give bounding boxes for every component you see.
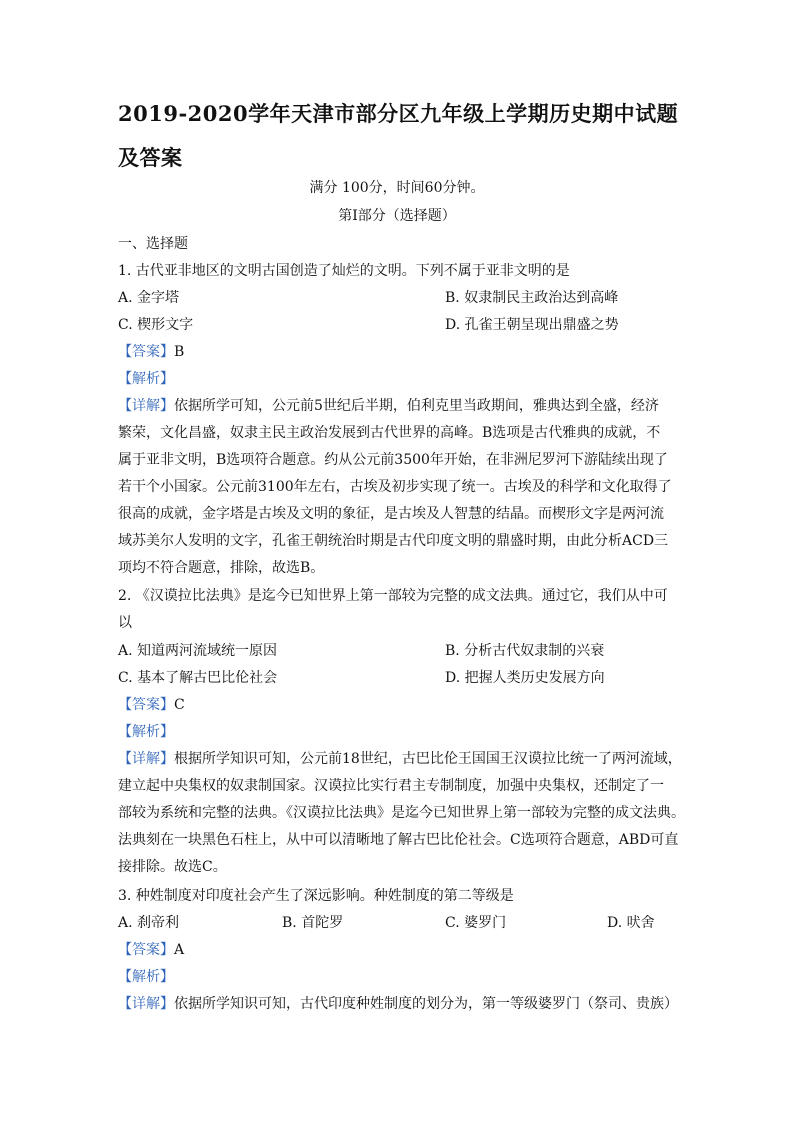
detail-line: 繁荣，文化昌盛，奴隶主民主政治发展到古代世界的高峰。B选项是古代雅典的成就，不 <box>118 425 661 441</box>
detail-line: 法典刻在一块黑色石柱上，从中可以清晰地了解古巴比伦社会。C选项符合题意，ABD可直 <box>118 832 679 848</box>
question-3-option-c: C. 婆罗门 <box>445 915 507 931</box>
answer-label: 【答案】 <box>118 344 174 360</box>
question-3-answer <box>118 940 184 960</box>
detail-line: 依据所学可知，公元前5世纪后半期，伯利克里当政期间，雅典达到全盛，经济 <box>174 398 659 414</box>
detail-line: 域苏美尔人发明的文字，孔雀王朝统治时期是古代印度文明的鼎盛时期，由此分析ACD三 <box>118 533 669 549</box>
question-1-option-b: B. 奴隶制民主政治达到高峰 <box>445 290 619 306</box>
question-1-option-d: D. 孔雀王朝呈现出鼎盛之势 <box>445 317 619 333</box>
detail-label: 【详解】 <box>118 996 174 1012</box>
detail-line: 接排除。故选C。 <box>118 859 227 875</box>
question-3-detail <box>118 991 678 1018</box>
answer-value: B <box>174 344 185 360</box>
question-1-option-a: A. 金字塔 <box>118 290 180 306</box>
question-3-stem: 3. 种姓制度对印度社会产生了深远影响。种姓制度的第二等级是 <box>118 888 514 904</box>
answer-value: C <box>174 697 185 713</box>
detail-label: 【详解】 <box>118 751 174 767</box>
question-2-option-a: A. 知道两河流域统一原因 <box>118 643 278 659</box>
question-1-detail <box>118 393 678 582</box>
question-1-answer <box>118 342 184 362</box>
answer-label: 【答案】 <box>118 697 174 713</box>
question-1-stem: 1. 古代亚非地区的文明古国创造了灿烂的文明。下列不属于亚非文明的是 <box>118 263 570 279</box>
question-3-option-b: B. 首陀罗 <box>282 915 344 931</box>
question-2-analysis-label: 【解析】 <box>118 724 174 740</box>
question-2-option-d: D. 把握人类历史发展方向 <box>445 670 605 686</box>
detail-line: 依据所学知识可知，古代印度种姓制度的划分为，第一等级婆罗门（祭司、贵族） <box>174 996 678 1012</box>
question-3-analysis-label: 【解析】 <box>118 969 174 985</box>
question-3-option-a: A. 刹帝利 <box>118 915 180 931</box>
detail-label: 【详解】 <box>118 398 174 414</box>
detail-line: 很高的成就，金字塔是古埃及文明的象征，是古埃及人智慧的结晶。而楔形文字是两河流 <box>118 506 664 522</box>
question-1-option-c: C. 楔形文字 <box>118 317 194 333</box>
question-2-detail <box>118 746 685 881</box>
document-title: 2019-2020学年天津市部分区九年级上学期历史期中试题及答案 <box>118 101 679 170</box>
question-2-stem-cont: 以 <box>118 615 132 631</box>
question-2-option-c: C. 基本了解古巴比伦社会 <box>118 670 278 686</box>
answer-value: A <box>174 942 185 958</box>
question-3-option-d: D. 吠舍 <box>607 915 655 931</box>
section-heading: 一、选择题 <box>118 236 188 252</box>
answer-label: 【答案】 <box>118 942 174 958</box>
detail-line: 属于亚非文明，B选项符合题意。约从公元前3500年开始，在非洲尼罗河下游陆续出现了 <box>118 452 668 468</box>
exam-meta: 满分 100分，时间60分钟。 <box>309 180 485 196</box>
detail-line: 项均不符合题意，排除，故选B。 <box>118 560 325 576</box>
detail-line: 根据所学知识可知，公元前18世纪，古巴比伦王国国王汉谟拉比统一了两河流域， <box>174 751 682 767</box>
detail-line: 建立起中央集权的奴隶制国家。汉谟拉比实行君主专制制度，加强中央集权，还制定了一 <box>118 778 664 794</box>
question-2-option-b: B. 分析古代奴隶制的兴衰 <box>445 643 605 659</box>
question-2-answer <box>118 695 185 715</box>
detail-line: 若干个小国家。公元前3100年左右，古埃及初步实现了统一。古埃及的科学和文化取得了 <box>118 479 672 495</box>
question-2-stem: 2. 《汉谟拉比法典》是迄今已知世界上第一部较为完整的成文法典。通过它，我们从中可 <box>118 588 668 604</box>
question-1-analysis-label: 【解析】 <box>118 371 174 387</box>
part-heading: 第Ⅰ部分（选择题） <box>338 208 456 224</box>
detail-line: 部较为系统和完整的法典。《汉谟拉比法典》是迄今已知世界上第一部较为完整的成文法典。 <box>118 805 685 821</box>
